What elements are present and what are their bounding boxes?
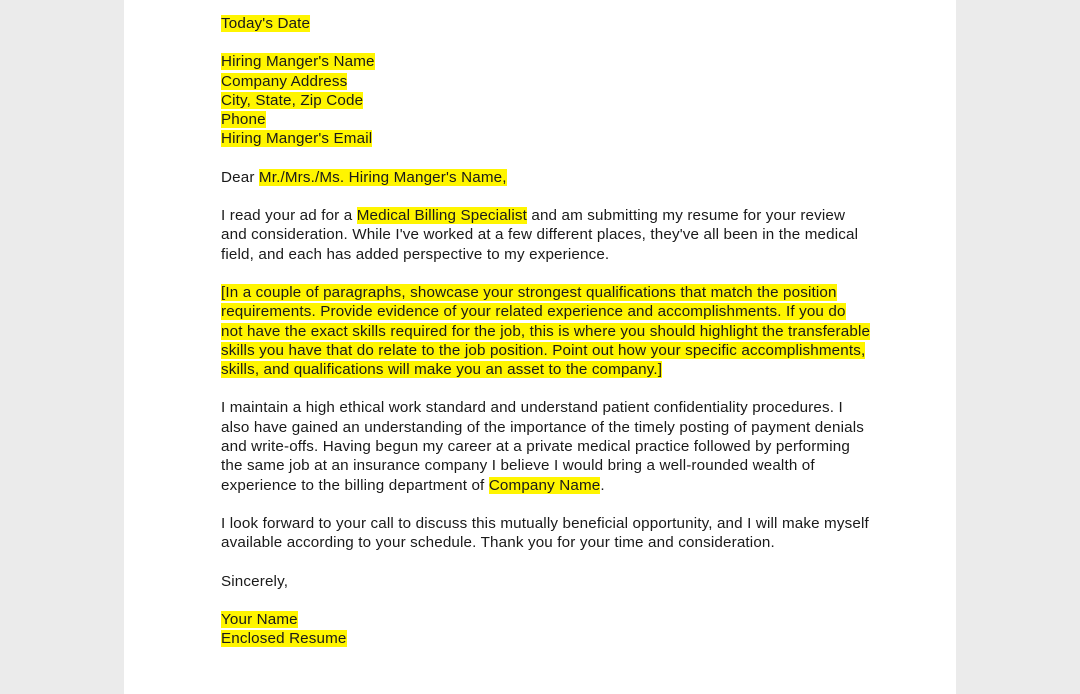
- recipient-name: Hiring Manger's Name: [221, 53, 375, 71]
- paragraph-1-part-1: I read your ad for a: [221, 207, 357, 225]
- letter-body: [221, 14, 871, 648]
- recipient-phone: Phone: [221, 111, 266, 129]
- enclosure-text: Enclosed Resume: [221, 630, 347, 648]
- closing-block: [221, 572, 871, 591]
- document-page: [124, 0, 956, 694]
- recipient-name-line: [221, 52, 871, 71]
- date-block: [221, 14, 871, 33]
- recipient-company-line: [221, 72, 871, 91]
- signature-block: [221, 610, 871, 649]
- paragraph-2-highlighted: [In a couple of paragraphs, showcase your strongest qualifications that match the position requirements. Provide evidence of your related experience and accomplishments. If you do not have the exact skills required for the job, this is where you should highlight the transferable skills you have that do relate to the job position. Point out how your specific accomplishments, skills, and qualifications will make you an asset to the company.]: [221, 283, 871, 379]
- paragraph-3-part-1: I maintain a high ethical work standard and understand patient confidentiality procedures. I also have gained an understanding of the importance of the timely posting of payment denials and write-offs. Having begun my career at a private medical practice followed by performing the same job at an insurance company I believe I would bring a well-rounded wealth of experience to the billing department of: [221, 399, 864, 494]
- salutation-highlighted: Mr./Mrs./Ms. Hiring Manger's Name,: [258, 168, 507, 186]
- recipient-city-line: [221, 91, 871, 110]
- paragraph-4-text: I look forward to your call to discuss this mutually beneficial opportunity, and I will make myself available according to your schedule. Thank you for your time and consideration.: [221, 514, 869, 552]
- closing-text: Sincerely,: [221, 572, 289, 590]
- paragraph-3-part-2: .: [600, 476, 605, 494]
- paragraph-3: [221, 398, 871, 494]
- recipient-company-address: Company Address: [221, 72, 348, 90]
- date-line: [221, 14, 871, 33]
- recipient-email: Hiring Manger's Email: [221, 130, 373, 148]
- paragraph-1-highlighted: Medical Billing Specialist: [356, 207, 527, 225]
- recipient-block: [221, 52, 871, 148]
- paragraph-1: [221, 206, 871, 264]
- paragraph-1-part-2: and am submitting my resume for your review and consideration. While I've worked at a few different places, they've all been in the medical field, and each has added perspective to my experience.: [221, 207, 859, 263]
- salutation-block: [221, 168, 871, 187]
- paragraph-4: [221, 514, 871, 553]
- recipient-phone-line: [221, 110, 871, 129]
- salutation-prefix: Dear: [221, 168, 259, 186]
- enclosure-line: [221, 629, 871, 648]
- paragraph-3-highlighted: Company Name: [488, 476, 601, 494]
- signature-name-line: [221, 610, 871, 629]
- signature-name: Your Name: [221, 610, 298, 628]
- date-text: Today's Date: [221, 15, 311, 32]
- recipient-city-state-zip: City, State, Zip Code: [221, 91, 364, 109]
- recipient-email-line: [221, 129, 871, 148]
- paragraph-2: [221, 283, 871, 379]
